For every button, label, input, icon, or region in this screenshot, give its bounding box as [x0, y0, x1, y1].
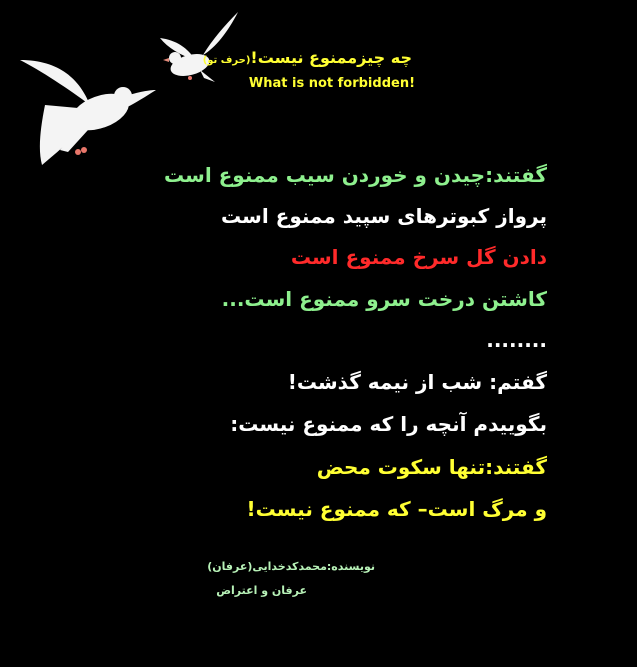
- poem-title: [203, 48, 412, 67]
- poem-line: گفتم: شب از نیمه گذشت!: [287, 370, 547, 394]
- poem-line: و مرگ است– که ممنوع نیست!: [246, 497, 547, 521]
- author-credit: نویسنده:محمدکدخدایی(عرفان): [207, 560, 375, 573]
- poem-title-english: What is not forbidden!: [248, 76, 415, 91]
- poem-line: ........: [486, 328, 547, 352]
- poem-subtitle: عرفان و اعتراض: [216, 584, 307, 597]
- large-dove-icon: [20, 60, 156, 165]
- title-text: چه چیزممنوع نیست!: [250, 48, 412, 67]
- title-note: (حرف تو): [202, 55, 251, 66]
- poem-line: پرواز کبوترهای سپید ممنوع است: [221, 204, 547, 228]
- poem-line: کاشتن درخت سرو ممنوع است...: [221, 287, 547, 311]
- poem-line: دادن گل سرخ ممنوع است: [290, 245, 547, 269]
- poem-line: گفتند:چیدن و خوردن سیب ممنوع است: [163, 163, 547, 187]
- poem-line: گفتند:تنها سکوت محض: [316, 455, 547, 479]
- poem-line: بگوییدم آنچه را که ممنوع نیست:: [230, 412, 547, 436]
- small-dove-icon: [160, 12, 238, 82]
